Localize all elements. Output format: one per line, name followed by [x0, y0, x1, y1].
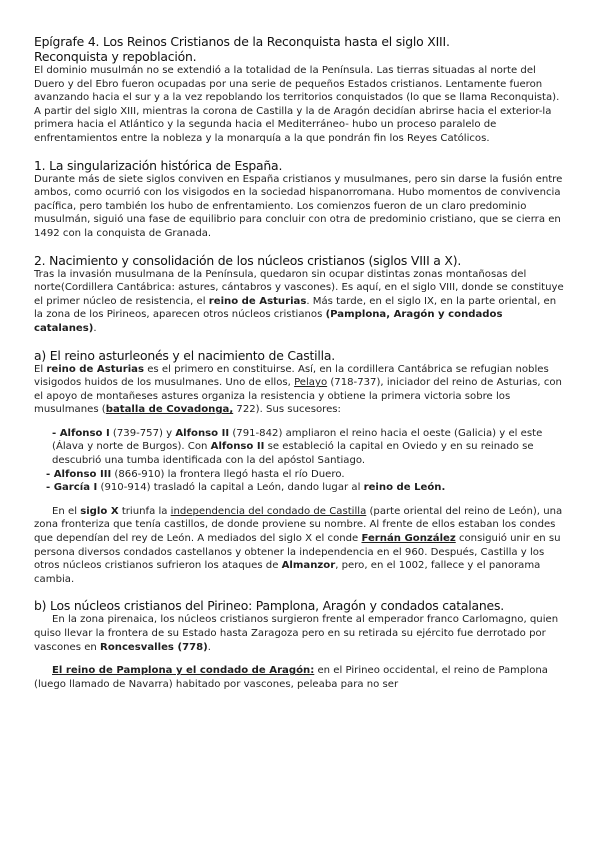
kings-list [34, 427, 568, 495]
section-b [34, 598, 568, 691]
bold-term: reino de Asturias [46, 363, 144, 375]
section-2-heading: 2. Nacimiento y consolidación de los núcleos cristianos (siglos VIII a X). [34, 252, 462, 268]
text-run: 722). Sus sucesores: [233, 404, 341, 416]
section-a [34, 348, 568, 587]
text-run: (791-842) ampliaron el reino hacia el oeste (Galicia) y el este (Álava y norte de Burgos). Con [52, 427, 543, 453]
text-run: en el Pirineo occidental, el reino de Pamplona (luego llamado de Navarra) habitado por vascones, peleaba para no ser [34, 665, 548, 690]
text-run: El [34, 363, 47, 375]
king-name: - García I [46, 482, 98, 494]
bold-term: reino de Asturias [208, 295, 307, 307]
underlined-term: El reino de Pamplona y el condado de Aragón: [52, 665, 315, 677]
text-run: (910-914) trasladó la capital a León, dando lugar al [97, 482, 364, 494]
text-run: (parte oriental del reino de León), una zona fronteriza que tenía castillos, de donde proviene su nombre. Al frente de ellos estaban los condes que dependían del rey de León. A mediados del siglo X el conde [34, 505, 563, 545]
section-a-paragraph-1 [34, 363, 568, 417]
bold-term: (Pamplona, Aragón y condados catalanes) [34, 309, 503, 334]
text-run: En la zona pirenaica, los núcleos cristianos surgieron frente al emperador franco Carlomagno, quien quiso llevar la frontera de su Estado hasta Zaragoza pero en su retirada su ejército fue derrotado por vascones en [34, 614, 559, 653]
title-line-2: Reconquista y repoblación. [34, 49, 197, 64]
list-item [46, 468, 568, 482]
king-name: - Alfonso III [46, 468, 112, 480]
document-title [34, 34, 568, 64]
intro-paragraph-1: El dominio musulmán no se extendió a la totalidad de la Península. Las tierras situadas al norte del Duero y del Ebro fueron ocupadas por una serie de pequeños Estados cristianos. Lentamente fueron avanzando hacia el sur y a la vez repoblando los territorios conquistados (lo que se llama Reconquista). [34, 65, 560, 104]
list-item [52, 427, 568, 468]
king-name: - Alfonso I [52, 427, 110, 439]
underlined-term: Fernán González [361, 533, 456, 545]
king-name: Alfonso II [210, 441, 265, 453]
text-run: . [207, 641, 211, 653]
text-run: es el primero en constituirse. Así, en la cordillera Cantábrica se refugian nobles visigodos huidos de los musulmanes. Uno de ellos, [34, 363, 549, 389]
text-run: Tras la invasión musulmana de la Península, quedaron sin ocupar distintas zonas montañosas del norte(Cordillera Cantábrica: astures, cántabros y vascones). Es aquí, en el siglo VIII, donde se constituye el primer núcleo de resistencia, el [34, 268, 564, 307]
bold-term: siglo X [80, 505, 119, 517]
underlined-term: batalla de Covadonga, [105, 404, 234, 416]
section-b-paragraph-2 [34, 664, 568, 691]
list-item [46, 481, 568, 495]
section-1-heading: 1. La singularización histórica de España. [34, 157, 283, 173]
text-run: se estableció la capital en Oviedo y en su reinado se descubrió una tumba identificada con la del apóstol Santiago. [52, 441, 534, 467]
text-run: . [93, 322, 97, 334]
section-b-heading: b) Los núcleos cristianos del Pirineo: Pamplona, Aragón y condados catalanes. [34, 598, 504, 614]
title-line-1: Epígrafe 4. Los Reinos Cristianos de la Reconquista hasta el siglo XIII. [34, 34, 450, 49]
section-2 [34, 253, 568, 336]
text-run: consiguió unir en su persona diversos condados castellanos y obtener la independencia en el 960. Después, Castilla y los otros núcleos cristianos sufrieron los ataques de [34, 533, 561, 572]
text-run: , pero, en el 1002, fallece y el panorama cambia. [34, 560, 541, 585]
text-run: . Más tarde, en el siglo IX, en la parte oriental, en la zona de los Pirineos, aparecen otros núcleos cristianos [34, 295, 557, 321]
section-2-body [34, 268, 568, 336]
section-1 [34, 158, 568, 241]
text-run: En el [52, 505, 81, 517]
section-b-paragraph-1 [34, 613, 568, 654]
bold-term: Roncesvalles (778) [100, 641, 208, 653]
underlined-term: independencia del condado de Castilla [170, 505, 367, 517]
underlined-term: Pelayo [294, 377, 328, 389]
king-name: Alfonso II [175, 427, 230, 439]
section-1-body: Durante más de siete siglos conviven en España cristianos y musulmanes, pero sin darse la fusión entre ambos, como ocurrió con los visigodos en la sociedad hispanorromana. Hubo momentos de convivencia pacífica, pero también los hubo de enfrentamiento. Los comienzos fueron de un claro predominio musulmán, siguió una fase de equilibrio para concluir con otra de predominio cristiano, que se cierra en 1492 con la conquista de Granada. [34, 173, 563, 239]
text-run: triunfa la [118, 505, 171, 517]
intro-paragraph-2: A partir del siglo XIII, mientras la corona de Castilla y la de Aragón decidían abrirse hacia el exterior-la primera hacia el Atlántico y la segunda hacia el Mediterráneo- hubo un proceso paralelo de enfrentamientos entre la nobleza y la monarquía a la que pondrán fin los Reyes Católicos. [34, 105, 552, 144]
section-a-heading: a) El reino asturleonés y el nacimiento de Castilla. [34, 347, 335, 363]
text-run: (866-910) la frontera llegó hasta el río Duero. [111, 468, 345, 480]
text-run: (718-737), iniciador del reino de Asturias, con el apoyo de montañeses astures organiza la resistencia y obtiene la primera victoria sobre los musulmanes ( [34, 377, 562, 416]
text-run: (739-757) y [109, 427, 176, 439]
bold-term: Almanzor [281, 560, 336, 572]
kingdom-name: reino de León. [363, 482, 446, 494]
section-a-paragraph-2 [34, 505, 568, 587]
